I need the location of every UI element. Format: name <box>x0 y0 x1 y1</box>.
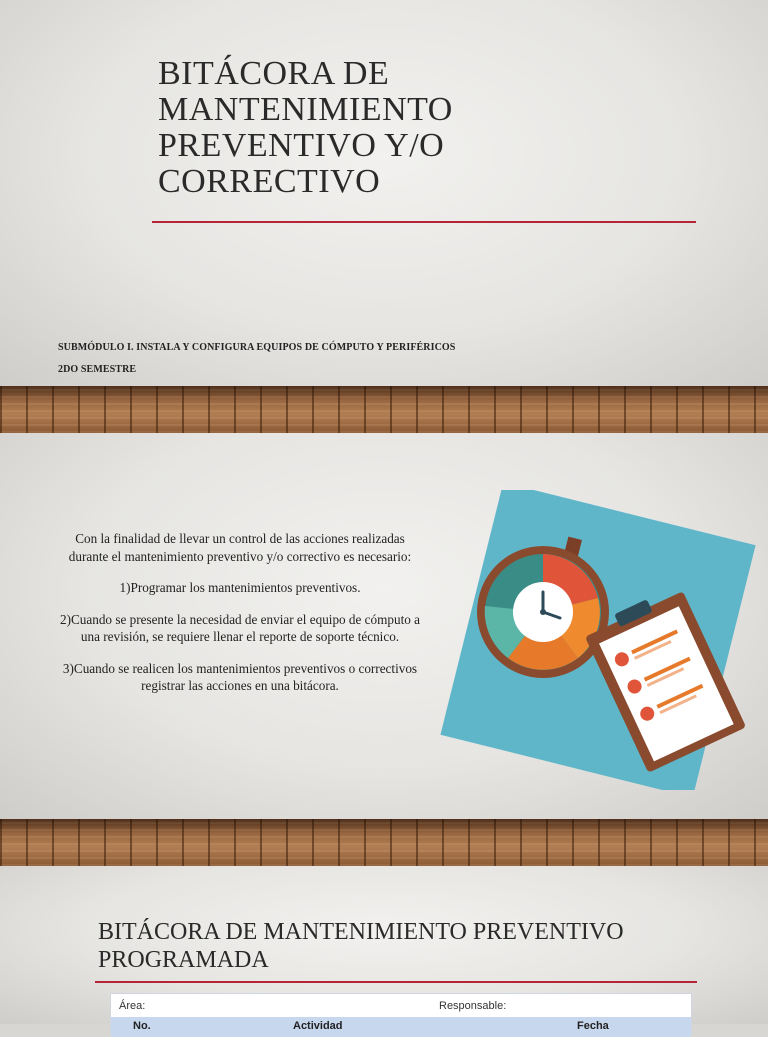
step-3: 3)Cuando se realicen los mantenimientos preventivos o correctivos registrar las acciones en una bitácora. <box>62 660 418 693</box>
header-actividad: Actividad <box>293 1020 343 1032</box>
title-line-1: BITÁCORA DE <box>158 55 390 92</box>
area-label: Área: <box>119 1000 146 1012</box>
step-1: 1)Programar los mantenimientos preventivos. <box>119 580 361 595</box>
wood-floor <box>0 386 768 433</box>
semester-label: 2DO SEMESTRE <box>58 364 137 375</box>
intro-paragraph: Con la finalidad de llevar un control de las acciones realizadas durante el mantenimiento preventivo y/o correctivo es necesario: <box>68 531 412 564</box>
title-line-4: CORRECTIVO <box>158 163 381 200</box>
title-line-2: MANTENIMIENTO <box>158 91 453 128</box>
maintenance-illustration <box>428 490 768 790</box>
submodule-label: SUBMÓDULO I. INSTALA Y CONFIGURA EQUIPOS DE CÓMPUTO Y PERIFÉRICOS <box>58 342 456 353</box>
slide-title <box>0 0 768 386</box>
slide-instructions <box>0 433 768 819</box>
table-meta-row <box>111 994 691 1016</box>
log-title-line-1: BITÁCORA DE MANTENIMIENTO PREVENTIVO <box>98 919 624 945</box>
log-title-line-2: PROGRAMADA <box>98 947 269 973</box>
header-no: No. <box>133 1020 151 1032</box>
slide-title-heading <box>158 56 718 200</box>
step-2: 2)Cuando se presente la necesidad de enviar el equipo de cómputo a una revisión, se requiere llenar el reporte de soporte técnico. <box>60 611 420 644</box>
instructions-text <box>55 530 425 709</box>
title-divider <box>152 221 696 223</box>
table-header-row <box>111 1017 691 1037</box>
responsable-label: Responsable: <box>439 1000 507 1012</box>
wood-floor-2 <box>0 819 768 866</box>
log-title <box>98 918 738 974</box>
maintenance-log-table <box>110 993 692 1035</box>
title-line-3: PREVENTIVO Y/O <box>158 127 445 164</box>
header-fecha: Fecha <box>577 1020 609 1032</box>
log-title-divider <box>95 981 697 983</box>
